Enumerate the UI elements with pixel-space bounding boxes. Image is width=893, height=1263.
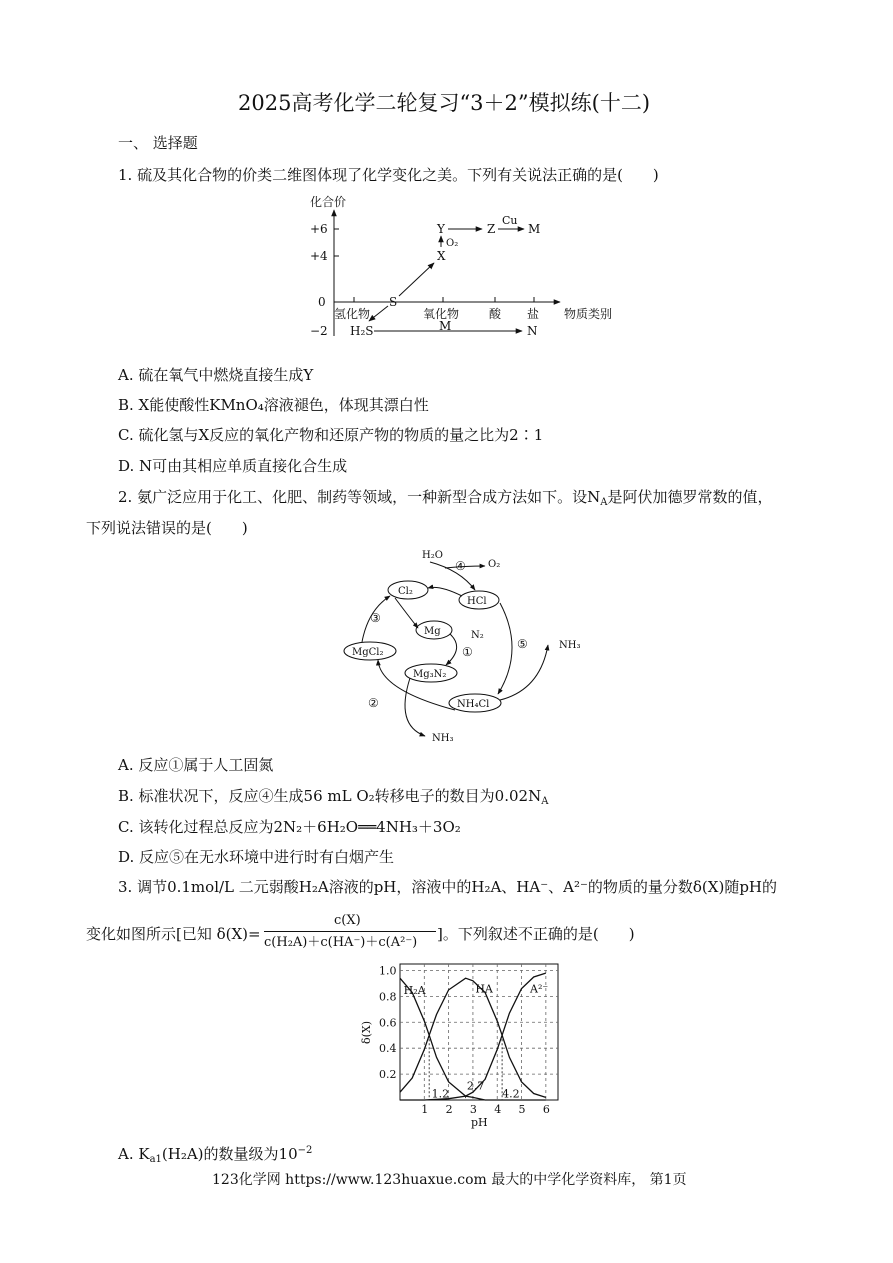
q1-point-n: N bbox=[527, 324, 538, 338]
annotation-label: 1.2 bbox=[431, 1087, 450, 1101]
x-axis-label: pH bbox=[471, 1116, 488, 1129]
q2-label-nh3-bottom: NH₃ bbox=[432, 733, 454, 744]
q3-stem-line2-pre: 变化如图所示[已知 δ(X)= bbox=[86, 925, 261, 943]
q2-node-hcl: HCl bbox=[467, 596, 487, 607]
x-tick-label: 4 bbox=[494, 1103, 502, 1116]
q3-option-a: A. $K_{a1}(H_2A)$的数量级为$10^{-2}$ bbox=[118, 1145, 313, 1165]
q1-point-m-top: M bbox=[528, 222, 541, 236]
annotation-label: 2.7 bbox=[466, 1079, 485, 1093]
q2-stem-line1: 2. 氨广泛应用于化工、化肥、制药等领域，一种新型合成方法如下。设$N_A$是阿伏加德罗常数的值， bbox=[118, 488, 773, 508]
q2-label-nh3-right: NH₃ bbox=[559, 640, 581, 651]
q2-label-h2o: H₂O bbox=[422, 550, 443, 561]
section-heading: 一、 选择题 bbox=[118, 134, 198, 152]
q1-option-c: C. 硫化氢与X反应的氧化产物和还原产物的物质的量之比为2∶1 bbox=[118, 426, 544, 444]
y-tick-label: 0.6 bbox=[379, 1016, 397, 1030]
q1-xcat: 盐 bbox=[527, 307, 540, 321]
q1-xcat: 氢化物 bbox=[334, 307, 371, 321]
q2-label-o2: O₂ bbox=[488, 559, 501, 570]
q1-xcat: 酸 bbox=[489, 307, 502, 321]
q1-y-title: 化合价 bbox=[310, 195, 347, 209]
q1-ytick: +4 bbox=[310, 249, 328, 263]
x-tick-label: 6 bbox=[542, 1103, 550, 1116]
q1-option-d: D. N可由其相应单质直接化合生成 bbox=[118, 457, 348, 475]
series-label-1: H₂A bbox=[403, 983, 426, 997]
q3-fraction-denominator: c(H₂A)＋c(HA⁻)＋c(A²⁻) bbox=[264, 935, 418, 950]
q2-step-4: ④ bbox=[455, 559, 466, 573]
q3-stem-line1: 3. 调节0.1mol/L 二元弱酸H₂A溶液的pH，溶液中的H₂A、HA⁻、A²⁻的物质的量分数δ(X)随pH的 bbox=[118, 878, 777, 896]
q1-ytick: −2 bbox=[310, 324, 328, 338]
q3-fraction-numerator: c(X) bbox=[334, 913, 361, 928]
y-tick-label: 0.8 bbox=[379, 990, 397, 1004]
q2-step-2: ② bbox=[368, 696, 379, 710]
q2-step-1: ① bbox=[462, 645, 473, 659]
q1-ytick: +6 bbox=[310, 222, 328, 236]
annotation-label: 4.2 bbox=[502, 1087, 520, 1101]
y-tick-label: 0.4 bbox=[379, 1042, 397, 1056]
q1-arrow-cu: Cu bbox=[502, 214, 518, 227]
q2-node-mg3n2: Mg₃N₂ bbox=[413, 669, 447, 680]
q1-option-b: B. X能使酸性KMnO₄溶液褪色，体现其漂白性 bbox=[118, 396, 429, 414]
q2-label-n2: N₂ bbox=[471, 630, 484, 641]
q1-x-title: 物质类别 bbox=[564, 307, 613, 321]
q3-stem-line2-post: ]。下列叙述不正确的是( ) bbox=[437, 925, 635, 943]
series-label-3: A²⁻ bbox=[530, 982, 549, 996]
y-axis-label: δ(X) bbox=[360, 1020, 373, 1044]
q1-option-a: A. 硫在氧气中燃烧直接生成Y bbox=[118, 366, 314, 384]
x-tick-label: 1 bbox=[421, 1103, 429, 1116]
q1-point-s: S bbox=[389, 295, 398, 309]
q2-step-5: ⑤ bbox=[517, 637, 528, 651]
x-tick-label: 5 bbox=[518, 1103, 526, 1116]
q2-node-mg: Mg bbox=[424, 626, 441, 637]
y-tick-label: 0.2 bbox=[379, 1068, 397, 1082]
q1-stem: 1. 硫及其化合物的价类二维图体现了化学变化之美。下列有关说法正确的是( ) bbox=[118, 166, 659, 184]
q1-xcat: 氧化物 bbox=[423, 307, 460, 321]
q1-point-h2s: H₂S bbox=[350, 324, 374, 338]
q1-ytick: 0 bbox=[318, 295, 326, 309]
q1-arrow-o2: O₂ bbox=[446, 238, 459, 249]
y-tick-label: 1.0 bbox=[379, 964, 397, 978]
q1-point-x: X bbox=[437, 249, 446, 263]
q1-point-m-bot: M bbox=[439, 319, 452, 333]
x-tick-label: 2 bbox=[445, 1103, 453, 1116]
q2-node-cl2: Cl₂ bbox=[398, 586, 413, 597]
q2-node-nh4cl: NH₄Cl bbox=[457, 699, 490, 710]
series-label-2: HA bbox=[475, 982, 493, 996]
page-footer: 123化学网 https://www.123huaxue.com 最大的中学化学资料库， 第1页 bbox=[212, 1172, 687, 1188]
q2-option-b: B. 标准状况下，反应④生成56 mL O₂转移电子的数目为$0.02N_A$ bbox=[118, 787, 549, 807]
page-title: 2025高考化学二轮复习“3＋2”模拟练(十二) bbox=[238, 91, 651, 115]
q2-option-d: D. 反应⑤在无水环境中进行时有白烟产生 bbox=[118, 848, 395, 866]
q2-option-a: A. 反应①属于人工固氮 bbox=[118, 756, 274, 774]
q2-stem-line2: 下列说法错误的是( ) bbox=[86, 519, 248, 537]
x-tick-label: 3 bbox=[469, 1103, 477, 1116]
q1-point-y: Y bbox=[437, 222, 445, 236]
q1-point-z: Z bbox=[487, 222, 496, 236]
q2-step-3: ③ bbox=[370, 611, 381, 625]
q2-node-mgcl2: MgCl₂ bbox=[352, 647, 384, 658]
q2-option-c: C. 该转化过程总反应为2N₂＋6H₂O══4NH₃＋3O₂ bbox=[118, 818, 461, 836]
